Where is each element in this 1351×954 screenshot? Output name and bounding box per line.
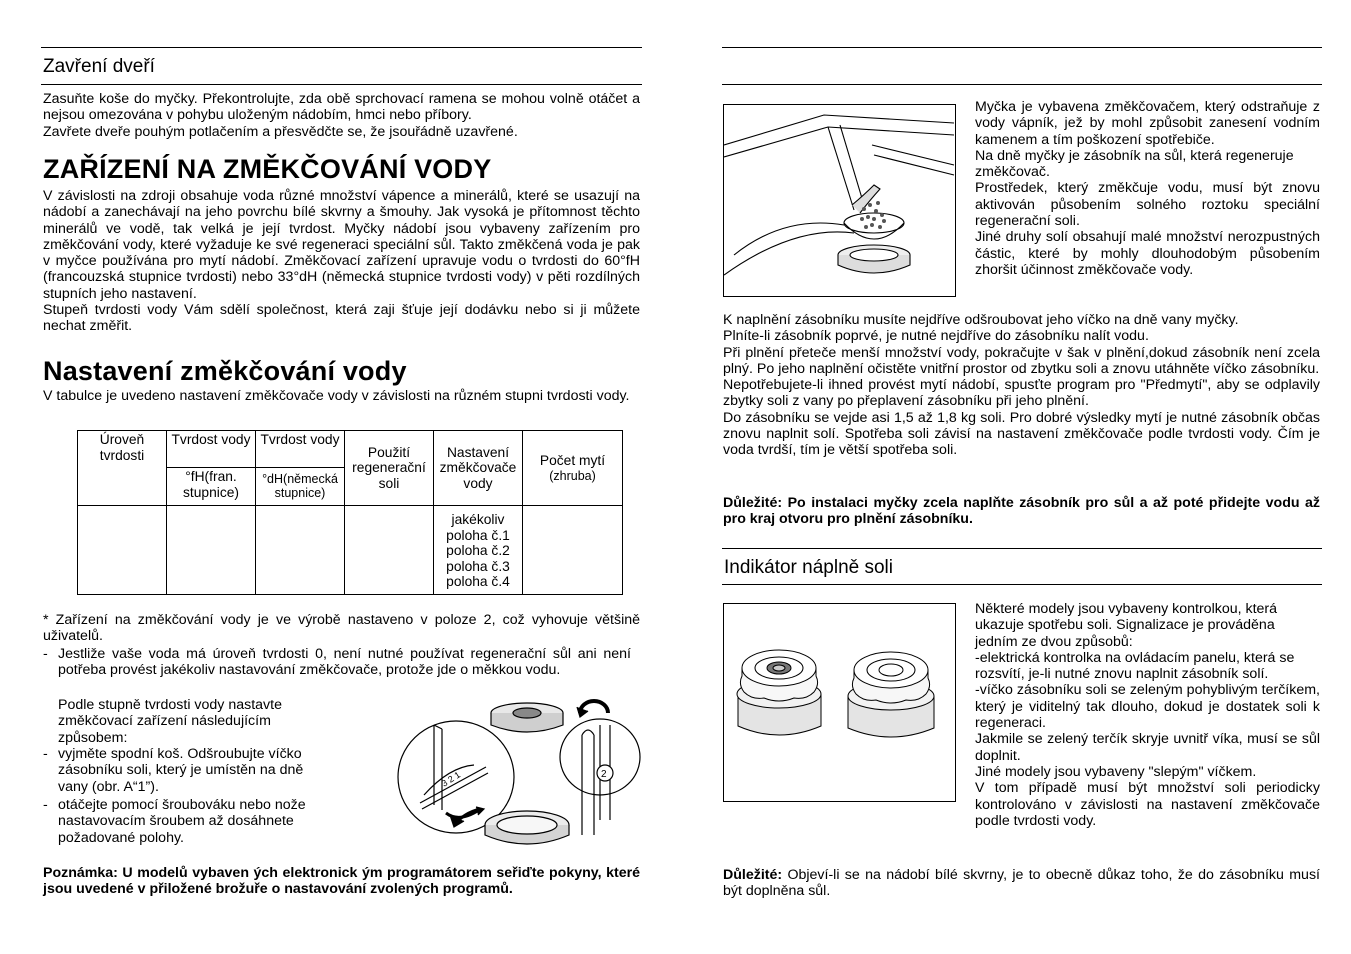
cell-settings [434, 506, 523, 595]
intro-p4: Jiné druhy solí obsahují malé množství nerozpustných částic, které by mohly dlouhodobým působením zhoršit účinnost změkčovače vody. [975, 229, 1320, 278]
indicator-p4: Jakmile se zelený terčík skryje uvnitř víka, musí se sůl doplnit. [975, 731, 1320, 764]
fill-text [723, 312, 1320, 459]
indicator-p3: -víčko zásobníku soli se zeleným pohyblivým terčíkem, který je viditelný tak dlouho, dokud je dostatek soli k regeneraci. [975, 682, 1320, 732]
bullet-dash: - [43, 646, 48, 662]
bullet-3 [43, 797, 363, 846]
footnote: Poznámka: U modelů vybaven ých elektronick ým programátorem seřiďte pokyny, které jsou uvedené v přiložené brožuře o nastavování zvolených programů. [43, 865, 640, 898]
softener-text [43, 188, 640, 335]
salt-caps-drawing [724, 604, 955, 801]
important-2 [723, 867, 1320, 900]
top-rule-left [41, 47, 642, 48]
intro-p1: Myčka je vybavena změkčovačem, který odstraňuje z vody vápník, jež by mohl způsobit zanesení vodním kamenem a tím poškození spotřebiče. [975, 99, 1320, 148]
bullet-2-l2: zásobníku soli, který je umístěn na dně [58, 762, 304, 779]
bullet-1-cont-line1: Podle stupně tvrdosti vody nastavte [58, 697, 282, 713]
note-star: * Zařízení na změkčování vody je ve výrobě nastaveno v poloze 2, což vyhovuje většině uživatelů. [43, 612, 640, 645]
bullet-2-line [43, 746, 363, 795]
top-rule-right [722, 47, 1322, 48]
salt-filling-drawing [724, 105, 955, 296]
bullet-1-cont [58, 697, 358, 746]
bullet-1-cont-line2: změkčovací zařízení následujícím [58, 713, 271, 730]
cell-fh [167, 506, 256, 595]
softener-text-p1: V závislosti na zdroji obsahuje voda různé množství vápence a minerálů, které se usazují na nádobí a zanechávají na jeho povrchu bílé skvrny a šmouhy. Jak vysoká je přítomnost těchto minerálů ve vodě, tak velká je její tvrdost. Myčky nádobí jsou vybaveny zařízením pro změkčování vody, které vyžaduje ke své regeneraci speciální sůl. Takto změkčená voda je pak v myčce používána pro mytí nádobí. Změkčovací zařízení upravuje vodu o tvrdosti do 60°fH (francouzská stupnice tvrdosti) nebo 33°dH (německá stupnice tvrdosti vody) v pěti rozdílných stupních jeho nastavení. [43, 188, 640, 302]
indicator-p2: -elektrická kontrolka na ovládacím panelu, která se rozsvítí, je-li nutné znovu naplnit zásobník solí. [975, 649, 1295, 683]
col-count-sub: (zhruba) [549, 469, 596, 483]
bullet-3-l1: otáčejte pomocí šroubováku nebo nože [58, 797, 306, 813]
indicator-p1: Některé modely jsou vybaveny kontrolkou, která ukazuje spotřebu soli. Signalizace je prováděna jedním ze dvou způsobů: [975, 601, 1278, 650]
right-head-rule [722, 84, 1322, 85]
col-level-header: Úroveň tvrdosti [78, 431, 167, 506]
setting-3: poloha č.3 [446, 558, 510, 574]
setting-any: jakékoliv [451, 512, 505, 527]
door-text-p2: Zavřete dveře pouhým potlačením a přesvědčte se, že jsouřádně uzavřené. [43, 123, 518, 140]
intro-p3: Prostředek, který změkčuje vodu, musí být znovu aktivován působením solného roztoku speciální regenerační soli. [975, 180, 1320, 230]
bullet-1-cont-line3: způsobem: [58, 729, 128, 746]
bullet-2-l1: vyjměte spodní koš. Odšroubujte víčko [58, 746, 302, 762]
bullet-1 [43, 646, 631, 679]
fill-p4: Nepotřebujete-li ihned provést mytí nádobí, spusťte program pro "Předmytí", aby se odplavily zbytky soli z vany po přeplavení zásobníku při jeho plnění. [723, 377, 1320, 410]
col-count-label: Počet mytí [539, 452, 606, 468]
intro-text [975, 99, 1320, 278]
door-text-p1: Zasuňte koše do myčky. Překontrolujte, zda obě sprchovací ramena se mohou volně otáčet a nejsou omezována v pohybu uloženým nádobím, hmci nebo příbory. [43, 91, 640, 124]
col-setting-header: Nastavení změkčovače vody [434, 431, 523, 506]
bullet-3-l2: nastavovacím šroubem až dosáhnete [58, 813, 294, 830]
col-fh-subheader: °fH(fran. stupnice) [167, 468, 256, 506]
indicator-p5: Jiné modely jsou vybaveny "slepým" víčkem. [975, 763, 1257, 780]
door-heading: Zavření dveří [43, 56, 155, 77]
setting-heading: Nastavení změkčování vody [43, 356, 407, 386]
fill-p3: Při plnění přeteče menší množství vody, pokračujte v šak v plnění,dokud zásobník není zcela plný. Po jeho naplnění očistěte vnitřní prostor od zbytku soli a znovu utáhněte víčko zásobníku. [723, 344, 1320, 377]
col-dh-subheader: °dH(německá stupnice) [256, 468, 345, 506]
bullet-3-line [43, 797, 363, 846]
indicator-text [975, 601, 1320, 829]
bullet-2 [43, 746, 363, 795]
indicator-heading-rule [722, 584, 1322, 585]
col-count-header [523, 431, 623, 506]
col-dh-header: Tvrdost vody [256, 431, 345, 468]
important-2-label: Důležité: [723, 867, 783, 883]
indicator-p6: V tom případě musí být množství soli periodicky kontrolováno v závislosti na nastavení změkčovače podle tvrdosti vody. [975, 780, 1320, 829]
fill-p1: K naplnění zásobníku musíte nejdříve odšroubovat jeho víčko na dně vany myčky. [723, 312, 1239, 328]
svg-text:2: 2 [601, 769, 607, 780]
cell-salt [345, 506, 434, 595]
hardness-table [77, 430, 623, 595]
bullet-dash: - [43, 797, 48, 813]
indicator-heading: Indikátor náplně soli [724, 557, 893, 578]
indicator-top-rule [722, 548, 1322, 549]
salt-filling-image [723, 104, 956, 297]
softener-text-p2: Stupeň tvrdosti vody Vám sdělí společnost, která zaji šťuje její dodávku nebo si ji můžete nechat změřit. [43, 302, 640, 335]
col-salt-header: Použití regenerační soli [345, 431, 434, 506]
bullet-3-l3: požadované polohy. [58, 829, 184, 846]
softener-heading: ZAŘÍZENÍ NA ZMĚKČOVÁNÍ VODY [43, 154, 492, 184]
setting-4: poloha č.4 [446, 574, 510, 589]
door-heading-rule [41, 84, 642, 85]
col-fh-header: Tvrdost vody [167, 431, 256, 468]
door-text [43, 91, 640, 140]
svg-text:3 2 1: 3 2 1 [439, 769, 463, 789]
setting-2: poloha č.2 [446, 543, 510, 558]
bullet-1-text: Jestliže vaše voda má úroveň tvrdosti 0, není nutné používat regenerační sůl ani není potřeba provést jakékoliv nastavování změkčovače, protože jde o měkkou vodu. [58, 646, 631, 679]
bullet-1-line [43, 646, 631, 679]
fill-p2: Plníte-li zásobník poprvé, je nutné nejdříve do zásobníku nalít vodu. [723, 328, 1149, 345]
intro-p2: Na dně myčky je zásobník na sůl, která regeneruje změkčovač. [975, 147, 1294, 181]
cell-dh [256, 506, 345, 595]
cell-level [78, 506, 167, 595]
bullet-dash: - [43, 746, 48, 762]
important-1: Důležité: Po instalaci myčky zcela naplňte zásobník pro sůl a až poté přidejte vodu až pro kraj otvoru pro plnění zásobníku. [723, 495, 1320, 528]
bullet-2-l3: vany (obr. A“1”). [58, 778, 159, 795]
setting-text: V tabulce je uvedeno nastavení změkčovače vody v závislosti na různém stupni tvrdosti vody. [43, 388, 630, 404]
cell-count [523, 506, 623, 595]
softener-adjust-illustration [394, 695, 642, 855]
fill-p5: Do zásobníku se vejde asi 1,5 až 1,8 kg soli. Pro dobré výsledky mytí je nutné zásobník občas znovu naplnit solí. Spotřeba soli závisí na nastavení změkčovače podle tvrdosti vody. Čím je voda tvrdší, tím je větší spotřeba soli. [723, 409, 1320, 459]
important-2-text: Objeví-li se na nádobí bílé skvrny, je to obecně důkaz toho, že do zásobníku musí být doplněna sůl. [723, 867, 1320, 900]
setting-1: poloha č.1 [446, 527, 510, 543]
salt-caps-image [723, 603, 956, 802]
